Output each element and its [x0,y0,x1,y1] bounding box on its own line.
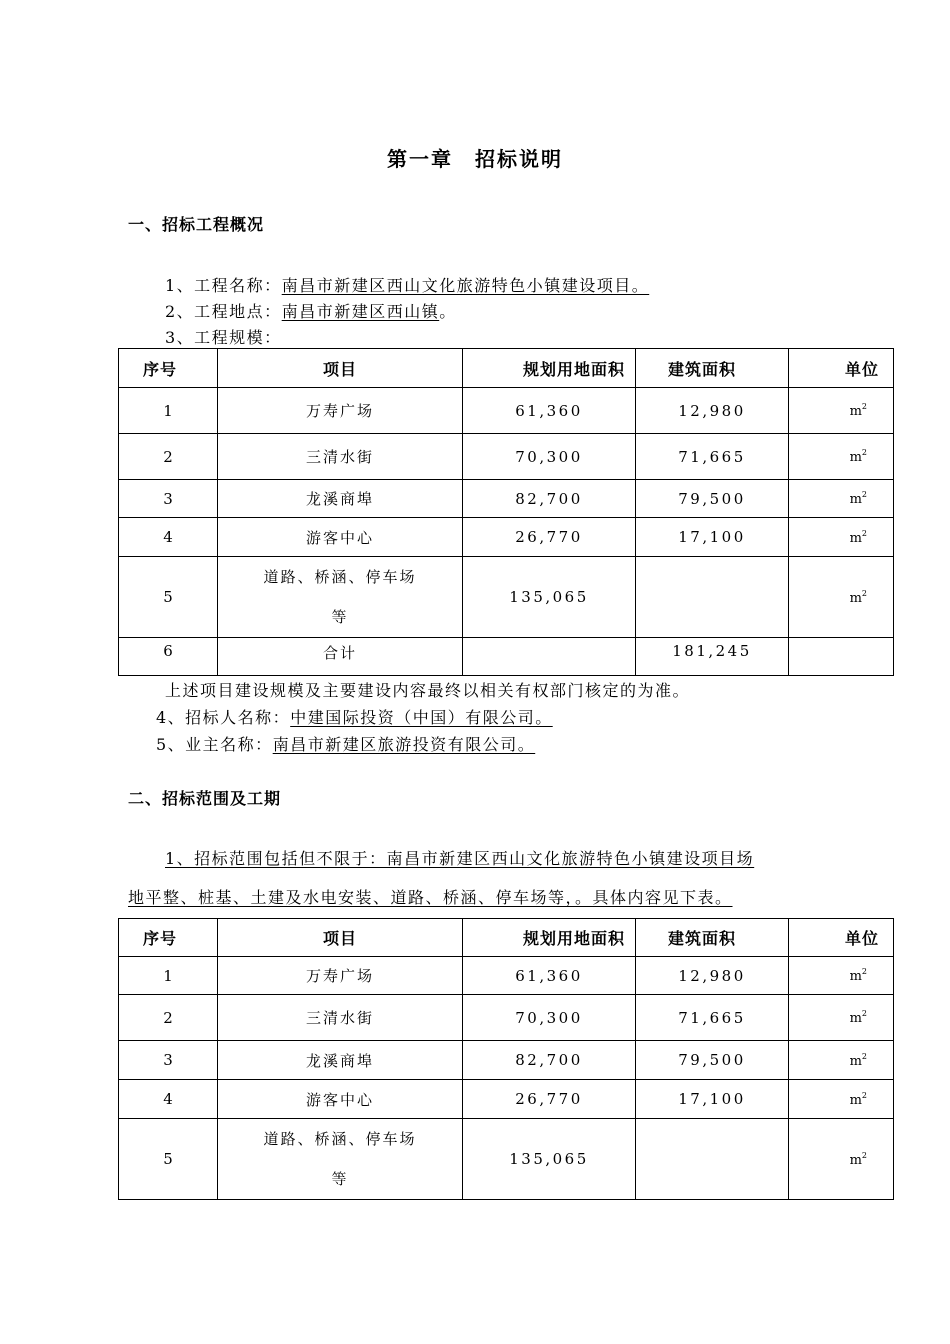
cell-land: 61,360 [463,388,636,434]
cell-no: 1 [119,957,218,995]
project-location-line [165,299,457,322]
cell-no: 5 [119,1119,218,1200]
header-building-area: 建筑面积 [636,919,789,957]
header-unit: 单位 [789,349,894,388]
cell-unit: $m^2$ [789,1080,894,1119]
cell-no: 1 [119,388,218,434]
header-item: 项目 [218,349,463,388]
cell-item: 合计 [218,638,463,676]
table-row [119,957,894,995]
cell-build: 79,500 [636,1041,789,1080]
tenderer-label: 4、招标人名称： [156,708,291,727]
cell-item-line2: 等 [331,1170,349,1188]
scope-table [118,918,894,1200]
cell-land [463,638,636,676]
header-item: 项目 [218,919,463,957]
scope-line-2: 地平整、桩基、土建及水电安装、道路、桥涵、停车场等，。具体内容见下表。 [128,888,733,907]
cell-no: 6 [119,638,218,676]
tenderer-line [156,705,553,728]
cell-no: 5 [119,557,218,638]
owner-line [156,732,535,755]
scope-line-1: 1、招标范围包括但不限于：南昌市新建区西山文化旅游特色小镇建设项目场 [165,849,755,868]
cell-no: 4 [119,518,218,557]
cell-land: 70,300 [463,995,636,1041]
project-location-label: 2、工程地点： [165,302,282,321]
cell-item [218,557,463,638]
table-row [119,388,894,434]
project-location-value: 南昌市新建区西山镇 [281,302,440,321]
cell-land: 135,065 [463,1119,636,1200]
table-row-total [119,638,894,676]
cell-land: 82,700 [463,1041,636,1080]
cell-no: 3 [119,480,218,518]
project-scale-label: 3、工程规模： [165,328,282,347]
project-location-suffix: 。 [439,302,457,321]
table-header-row [119,349,894,388]
header-building-area: 建筑面积 [636,349,789,388]
tenderer-value: 中建国际投资（中国）有限公司。 [290,708,553,727]
cell-unit: $m^2$ [789,434,894,480]
table-header-row [119,919,894,957]
cell-build: 71,665 [636,434,789,480]
cell-no: 2 [119,434,218,480]
project-name-label: 1、工程名称： [165,276,282,295]
cell-land: 61,360 [463,957,636,995]
cell-land: 82,700 [463,480,636,518]
header-no: 序号 [119,349,218,388]
cell-land: 26,770 [463,518,636,557]
cell-no: 3 [119,1041,218,1080]
cell-build: 71,665 [636,995,789,1041]
scale-table [118,348,894,676]
section2-heading: 二、招标范围及工期 [128,789,282,808]
cell-build [636,557,789,638]
cell-unit: $m^2$ [789,1041,894,1080]
chapter-title: 第一章 招标说明 [387,147,563,171]
table-row [119,995,894,1041]
table-row [119,480,894,518]
header-no: 序号 [119,919,218,957]
cell-land: 26,770 [463,1080,636,1119]
cell-unit: $m^2$ [789,557,894,638]
cell-item-line2: 等 [331,608,349,626]
table-row [119,557,894,638]
cell-unit: $m^2$ [789,388,894,434]
table-row [119,518,894,557]
header-land-area: 规划用地面积 [463,919,636,957]
cell-item: 龙溪商埠 [218,1041,463,1080]
cell-land: 70,300 [463,434,636,480]
cell-item: 龙溪商埠 [218,480,463,518]
cell-item: 游客中心 [218,1080,463,1119]
owner-label: 5、业主名称： [156,735,273,754]
table-row [119,1119,894,1200]
cell-item: 万寿广场 [218,957,463,995]
cell-no: 4 [119,1080,218,1119]
cell-unit: $m^2$ [789,480,894,518]
cell-build: 17,100 [636,1080,789,1119]
project-name-line [165,273,649,296]
cell-no: 2 [119,995,218,1041]
cell-item-line1: 道路、桥涵、停车场 [263,1130,417,1148]
header-unit: 单位 [789,919,894,957]
cell-item-line1: 道路、桥涵、停车场 [263,568,417,586]
table-row [119,1041,894,1080]
header-land-area: 规划用地面积 [463,349,636,388]
table-row [119,434,894,480]
cell-unit: $m^2$ [789,518,894,557]
project-name-value: 南昌市新建区西山文化旅游特色小镇建设项目。 [281,276,650,295]
scale-note: 上述项目建设规模及主要建设内容最终以相关有权部门核定的为准。 [165,681,691,700]
cell-unit: $m^2$ [789,1119,894,1200]
cell-item: 万寿广场 [218,388,463,434]
cell-build: 181,245 [636,638,789,676]
cell-build: 17,100 [636,518,789,557]
cell-land: 135,065 [463,557,636,638]
cell-unit [789,638,894,676]
cell-unit: $m^2$ [789,995,894,1041]
table-row [119,1080,894,1119]
owner-value: 南昌市新建区旅游投资有限公司。 [272,735,536,754]
cell-item [218,1119,463,1200]
cell-item: 三清水街 [218,995,463,1041]
cell-build: 12,980 [636,388,789,434]
cell-item: 三清水街 [218,434,463,480]
cell-build: 12,980 [636,957,789,995]
cell-build: 79,500 [636,480,789,518]
cell-build [636,1119,789,1200]
cell-item: 游客中心 [218,518,463,557]
cell-unit: $m^2$ [789,957,894,995]
section1-heading: 一、招标工程概况 [128,215,265,234]
